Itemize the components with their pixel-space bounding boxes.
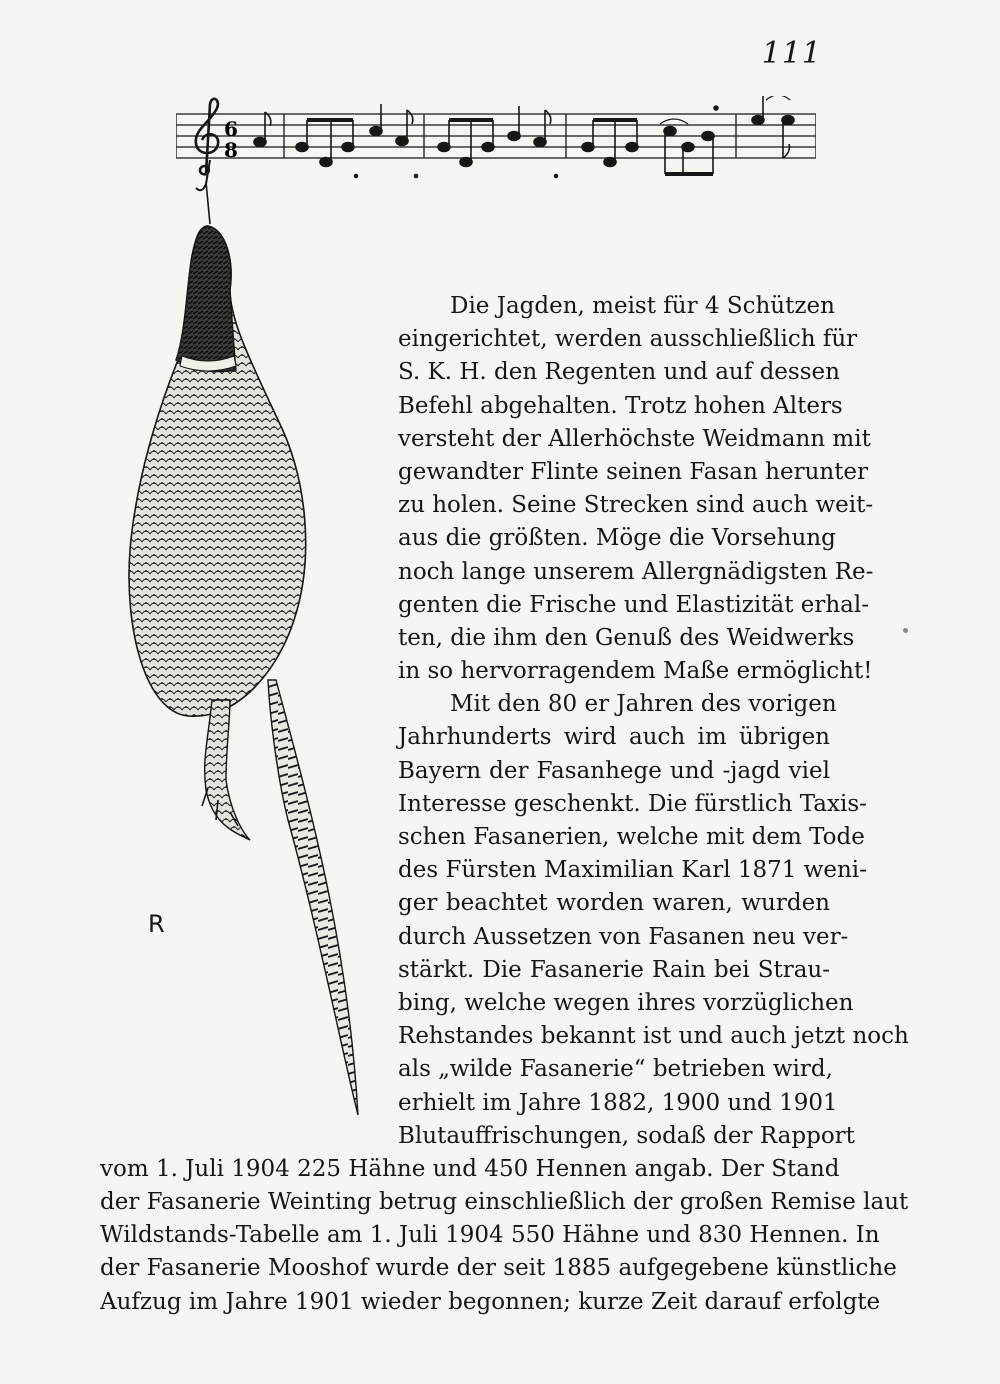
page-number: 111 — [761, 36, 822, 71]
text-line: S. K. H. den Regenten und auf dessen — [398, 359, 840, 386]
text-line: ger beachtet worden waren, wurden — [398, 890, 830, 917]
text-line: der Fasanerie Mooshof wurde der seit 1885 aufgegebene künstliche — [100, 1255, 897, 1282]
text-line: Jahrhunderts wird auch im übrigen — [398, 724, 830, 751]
text-line: erhielt im Jahre 1882, 1900 und 1901 — [398, 1089, 838, 1116]
text-line: stärkt. Die Fasanerie Rain bei Strau- — [398, 956, 830, 983]
text-line: vom 1. Juli 1904 225 Hähne und 450 Hennen angab. Der Stand — [100, 1155, 840, 1182]
text-line: Rehstandes bekannt ist und auch jetzt noch — [398, 1023, 909, 1050]
staff-lines — [176, 114, 816, 158]
text-line: versteht der Allerhöchste Weidmann mit — [398, 425, 871, 452]
time-signature-bottom: 8 — [224, 138, 238, 162]
text-line: Blutauffrischungen, sodaß der Rapport — [398, 1122, 855, 1149]
text-line: des Fürsten Maximilian Karl 1871 weni- — [398, 857, 867, 884]
paper-speck — [903, 628, 908, 633]
text-line: noch lange unserem Allergnädigsten Re- — [398, 558, 874, 585]
text-line: Die Jagden, meist für 4 Schützen — [450, 293, 835, 319]
text-line: ten, die ihm den Genuß des Weidwerks — [398, 624, 855, 651]
text-line: schen Fasanerien, welche mit dem Tode — [398, 824, 865, 850]
artist-monogram: R — [148, 910, 165, 938]
hook-icon — [196, 160, 210, 224]
text-line: Bayern der Fasanhege und -jagd viel — [398, 757, 830, 784]
time-signature-top: 6 — [224, 117, 238, 141]
text-line: Mit den 80 er Jahren des vorigen — [450, 691, 837, 718]
text-line: bing, welche wegen ihres vorzüglichen — [398, 989, 854, 1016]
text-line: genten die Frische und Elastizität erhal- — [398, 591, 870, 618]
text-line: aus die größten. Möge die Vorsehung — [398, 525, 836, 552]
text-line: Befehl abgehalten. Trotz hohen Alters — [398, 392, 843, 419]
text-line: zu holen. Seine Strecken sind auch weit- — [398, 492, 874, 519]
text-line: gewandter Flinte seinen Fasan herunter — [398, 458, 869, 485]
text-line: als „wilde Fasanerie“ betrieben wird, — [398, 1056, 833, 1083]
text-line: durch Aussetzen von Fasanen neu ver- — [398, 923, 849, 950]
text-line: Aufzug im Jahre 1901 wieder begonnen; kurze Zeit darauf erfolgte — [100, 1288, 881, 1315]
text-line: in so hervorragendem Maße ermöglicht! — [398, 658, 873, 685]
text-line: Wildstands-Tabelle am 1. Juli 1904 550 Hähne und 830 Hennen. In — [100, 1222, 880, 1249]
text-line: eingerichtet, werden ausschließlich für — [398, 326, 858, 353]
text-line: der Fasanerie Weinting betrug einschließlich der großen Remise laut — [100, 1189, 909, 1216]
text-line: Interesse geschenkt. Die fürstlich Taxis- — [398, 790, 867, 817]
body-text — [100, 290, 909, 1319]
